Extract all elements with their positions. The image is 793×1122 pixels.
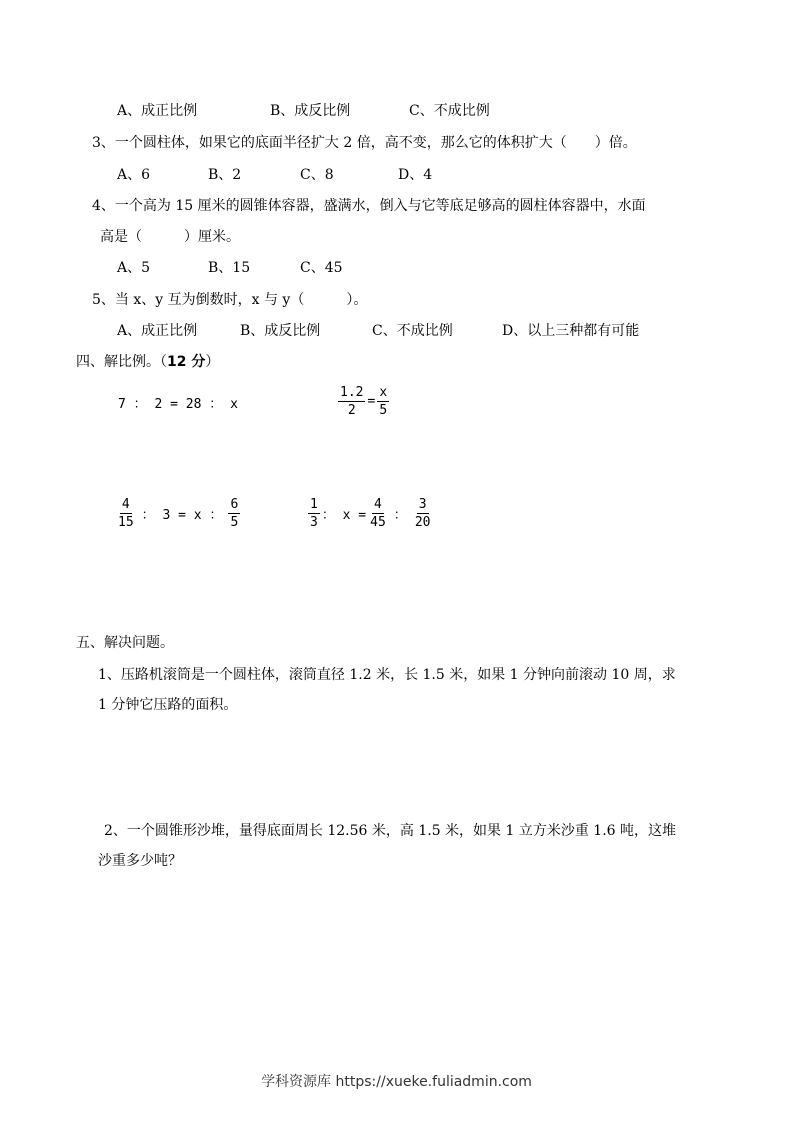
- q5-text: 5、当 x、y 互为倒数时，x 与 y（ ）。: [92, 292, 368, 308]
- section4-score: 12 分: [167, 354, 206, 370]
- q4-option-c: C、45: [300, 260, 343, 276]
- q2-option-b: B、成反比例: [270, 103, 351, 119]
- q2-option-c: C、不成比例: [409, 103, 490, 119]
- problem-2-line2: 沙重多少吨？: [98, 853, 182, 869]
- fraction: $\frac{1.2}{2}$: [340, 385, 364, 418]
- section5-title: 五、解决问题。: [76, 635, 174, 651]
- q3-option-d: D、4: [398, 167, 433, 183]
- proportion-1: 7 ： 2 = 28 ： x: [118, 397, 238, 412]
- q4-option-a: A、5: [117, 260, 151, 276]
- proportion-2: $\frac{1.2}{2}$ = $\frac{x}{5}$: [340, 385, 388, 418]
- problem-2-line1: 2、一个圆锥形沙堆，量得底面周长 12.56 米，高 1.5 米，如果 1 立方米沙重 1.6 吨，这堆: [104, 823, 677, 839]
- proportion-4: $\frac{1}{3}$ ： x = $\frac{4}{45}$ ： $\frac{3}{20}$: [310, 497, 431, 530]
- fraction: $\frac{4}{45}$: [370, 497, 386, 530]
- problem-1-line2: 1 分钟它压路的面积。: [98, 697, 238, 713]
- q3-text: 3、一个圆柱体，如果它的底面半径扩大 2 倍，高不变，那么它的体积扩大（ ）倍。: [92, 135, 637, 151]
- q4-text-line1: 4、一个高为 15 厘米的圆锥体容器，盛满水，倒入与它等底足够高的圆柱体容器中，水面: [92, 198, 646, 214]
- q5-option-b: B、成反比例: [240, 323, 321, 339]
- q4-option-b: B、15: [208, 260, 251, 276]
- fraction: $\frac{4}{15}$: [118, 497, 134, 530]
- q5-option-c: C、不成比例: [372, 323, 453, 339]
- fraction: $\frac{3}{20}$: [414, 497, 431, 530]
- fraction: $\frac{6}{5}$: [230, 497, 239, 530]
- q3-option-a: A、6: [117, 167, 151, 183]
- q5-option-a: A、成正比例: [117, 323, 198, 339]
- q3-option-c: C、8: [300, 167, 334, 183]
- section4-title: 四、解比例。（12 分）: [76, 354, 220, 370]
- q2-option-a: A、成正比例: [117, 103, 198, 119]
- q3-option-b: B、2: [208, 167, 242, 183]
- footer-watermark: 学科资源库 https://xueke.fuliadmin.com: [261, 1074, 532, 1090]
- fraction: $\frac{1}{3}$: [310, 497, 318, 530]
- fraction: $\frac{x}{5}$: [379, 385, 388, 418]
- q4-text-line2: 高是（ ）厘米。: [100, 229, 240, 245]
- q5-option-d: D、以上三种都有可能: [502, 323, 640, 339]
- problem-1-line1: 1、压路机滚筒是一个圆柱体，滚筒直径 1.2 米，长 1.5 米，如果 1 分钟向前滚动 10 周，求: [98, 667, 676, 683]
- proportion-3: $\frac{4}{15}$ ： 3 = x ： $\frac{6}{5}$: [118, 497, 239, 530]
